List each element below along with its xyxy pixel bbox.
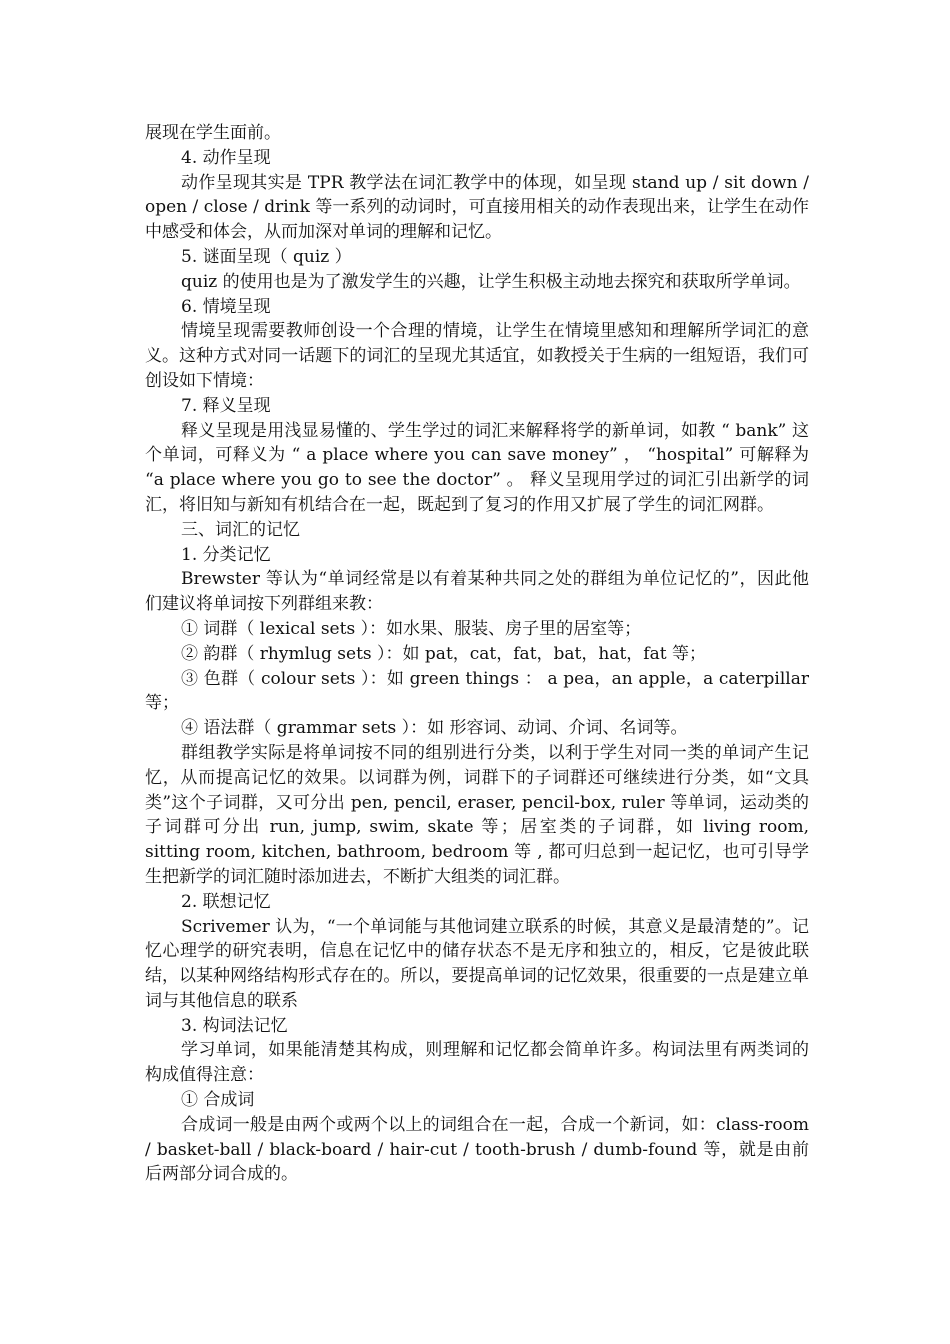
heading-quiz-presentation: 5. 谜面呈现（ quiz ） [181, 246, 352, 267]
paragraph-association-memory: Scrivemer 认为，“一个单词能与其他词建立联系的时候，其意义是最清楚的”。记忆心理学的研究表明，信息在记忆中的储存状态不是无序和独立的，相反，它是彼此联结，以某种网络结构形式存在的。所以，要提高单词的记忆效果，很重要的一点是建立单词与其他信息的联系 [145, 916, 809, 1011]
heading-definition-presentation: 7. 释义呈现 [181, 395, 271, 416]
document-body [145, 121, 809, 1187]
list-item-compound-words: ① 合成词 [181, 1090, 255, 1111]
list-item-grammar-sets: ④ 语法群（ grammar sets ）：如 形容词、动词、介词、名词等。 [181, 718, 688, 739]
heading-category-memory: 1. 分类记忆 [181, 544, 271, 565]
list-item-lexical-sets: ① 词群（ lexical sets ）：如水果、服装、房子里的居室等； [181, 618, 642, 639]
paragraph-context-presentation: 情境呈现需要教师创设一个合理的情境，让学生在情境里感知和理解所学词汇的意义。这种方式对同一话题下的词汇的呈现尤其适宜，如教授关于生病的一组短语，我们可创设如下情境： [145, 321, 809, 391]
heading-association-memory: 2. 联想记忆 [181, 891, 271, 912]
paragraph-quiz-presentation: quiz 的使用也是为了激发学生的兴趣，让学生积极主动地去探究和获取所学单词。 [181, 271, 801, 292]
paragraph-action-presentation: 动作呈现其实是 TPR 教学法在词汇教学中的体现，如呈现 stand up / sit down / open / close / drink 等一系列的动词时，可直接用相关的动作表现出来，让学生在动作中感受和体会，从而加深对单词的理解和记忆。 [145, 172, 809, 243]
paragraph-continuation: 展现在学生面前。 [145, 123, 281, 143]
paragraph-word-formation-memory: 学习单词，如果能清楚其构成，则理解和记忆都会简单许多。构词法里有两类词的构成值得注意： [145, 1040, 809, 1086]
heading-action-presentation: 4. 动作呈现 [181, 147, 271, 168]
section-heading-vocabulary-memory: 三、词汇的记忆 [181, 519, 300, 540]
paragraph-compound-words: 合成词一般是由两个或两个以上的词组合在一起，合成一个新词，如：class-room / basket-ball / black-board / hair-cut / tooth-brush / dumb-found 等，就是由前后两部分词合成的。 [145, 1114, 809, 1185]
list-item-colour-sets: ③ 色群（ colour sets ）：如 green things ： a pea，an apple，a caterpillar 等； [145, 668, 809, 714]
list-item-rhyme-sets: ② 韵群（ rhymlug sets ）：如 pat，cat，fat，bat，hat，fat 等； [181, 643, 706, 664]
paragraph-definition-presentation: 释义呈现是用浅显易懂的、学生学过的词汇来解释将学的新单词，如教 “ bank” 这个单词，可释义为 “ a place where you can save money” ， “hospital” 可解释为 “a place where you go to see the doctor” 。 释义呈现用学过的词汇引出新学的词汇，将旧知与新知有机结合在一起，既起到了复习的作用又扩展了学生的词汇网群。 [145, 420, 809, 515]
paragraph-category-memory: Brewster 等认为“单词经常是以有着某种共同之处的群组为单位记忆的”，因此他们建议将单词按下列群组来教： [145, 569, 809, 615]
heading-word-formation-memory: 3. 构词法记忆 [181, 1015, 288, 1036]
paragraph-group-teaching: 群组教学实际是将单词按不同的组别进行分类，以利于学生对同一类的单词产生记忆，从而提高记忆的效果。以词群为例，词群下的子词群还可继续进行分类，如“文具类”这个子词群，又可分出 pen, pencil, eraser, pencil-box, ruler 等单词，运动类的子词群可分出 run, jump, swim, skate 等；居室类的子词群，如 living room, sitting room, kitchen, bathroom, bedroom 等 , 都可归总到一起记忆，也可引导学生把新学的词汇随时添加进去，不断扩大组类的词汇群。 [145, 742, 809, 887]
heading-context-presentation: 6. 情境呈现 [181, 296, 271, 317]
